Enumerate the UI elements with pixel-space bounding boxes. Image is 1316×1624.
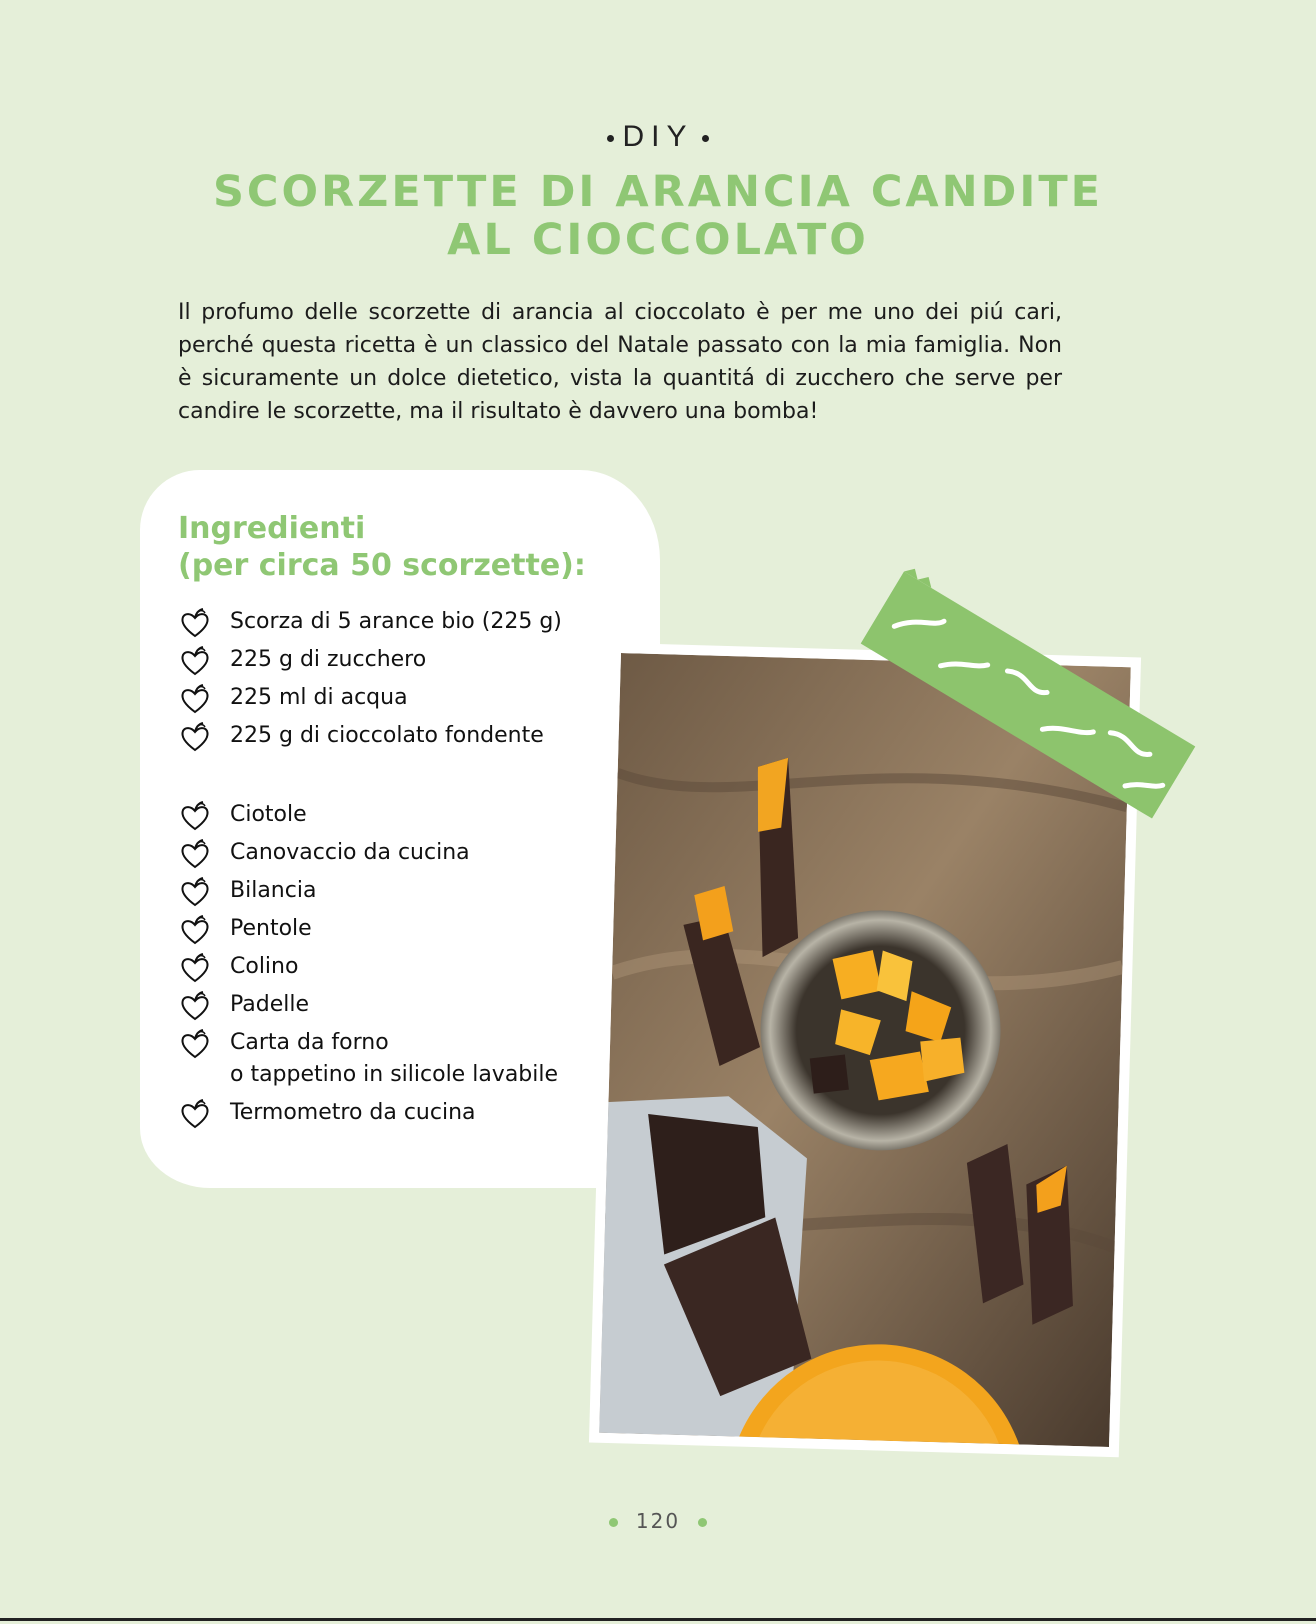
title-line-2: AL CIOCCOLATO — [447, 215, 869, 265]
list-item: Padelle — [178, 989, 558, 1021]
page-footer — [0, 1509, 1316, 1533]
dot-icon — [609, 1518, 618, 1527]
kicker-label: DIY — [622, 120, 694, 153]
dot-icon — [698, 1518, 707, 1527]
photo-illustration — [599, 653, 1131, 1447]
dot-icon — [702, 135, 709, 142]
intro-paragraph: Il profumo delle scorzette di arancia al cioccolato è per me uno dei piú cari, perché questa ricetta è un classico del Natale passato con la mia famiglia. Non è sicuramente un dolce dietetico, vista la quantitá di zucchero che serve per candire le scorzette, ma il risultato è davvero una bomba! — [178, 300, 1062, 424]
list-item: 225 g di cioccolato fondente — [178, 720, 562, 752]
tools-list — [178, 799, 558, 1135]
page-number: 120 — [635, 1509, 681, 1533]
heart-apple-icon — [178, 644, 212, 678]
heart-apple-icon — [178, 951, 212, 985]
heart-apple-icon — [178, 837, 212, 871]
page-title — [0, 168, 1316, 264]
ingredients-list — [178, 606, 562, 758]
ingredients-heading-line-2: (per circa 50 scorzette): — [178, 548, 586, 583]
list-item: Termometro da cucina — [178, 1097, 558, 1129]
heart-apple-icon — [178, 606, 212, 640]
heart-apple-icon — [178, 682, 212, 716]
heart-apple-icon — [178, 720, 212, 754]
heart-apple-icon — [178, 1027, 212, 1061]
heart-apple-icon — [178, 799, 212, 833]
list-item: Scorza di 5 arance bio (225 g) — [178, 606, 562, 638]
ingredients-heading-line-1: Ingredienti — [178, 511, 366, 546]
list-item: Carta da forno o tappetino in silicole lavabile — [178, 1027, 558, 1091]
ingredients-heading — [178, 510, 586, 584]
page-divider — [0, 1618, 1316, 1621]
list-item: 225 g di zucchero — [178, 644, 562, 676]
list-item: Pentole — [178, 913, 558, 945]
heart-apple-icon — [178, 989, 212, 1023]
title-line-1: SCORZETTE DI ARANCIA CANDITE — [212, 167, 1104, 217]
kicker — [0, 120, 1316, 154]
heart-apple-icon — [178, 1097, 212, 1131]
list-item: Ciotole — [178, 799, 558, 831]
list-item: Colino — [178, 951, 558, 983]
list-item: Canovaccio da cucina — [178, 837, 558, 869]
heart-apple-icon — [178, 913, 212, 947]
list-item: 225 ml di acqua — [178, 682, 562, 714]
heart-apple-icon — [178, 875, 212, 909]
dot-icon — [607, 135, 614, 142]
list-item: Bilancia — [178, 875, 558, 907]
